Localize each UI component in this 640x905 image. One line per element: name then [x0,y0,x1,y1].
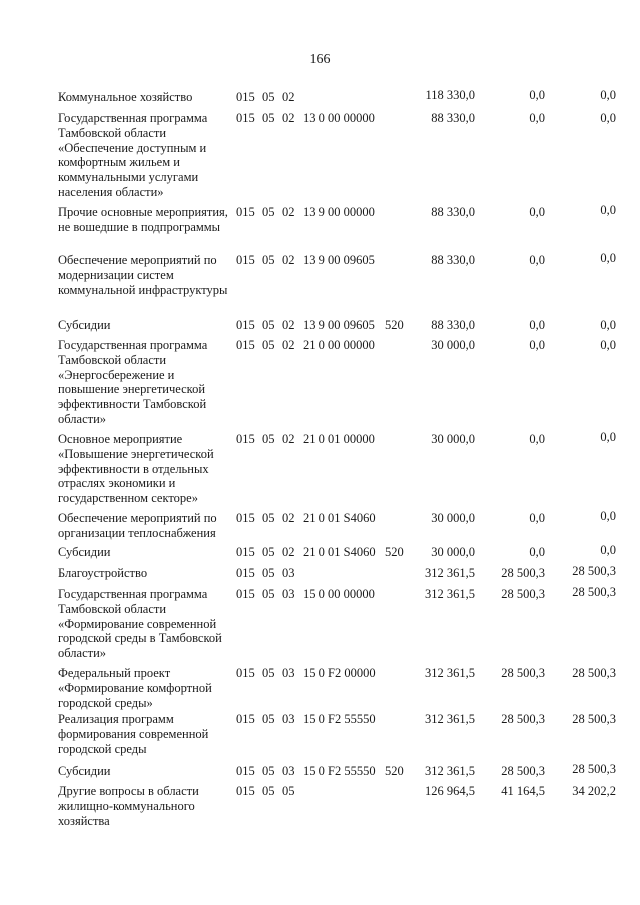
section-code: 05 [262,545,275,559]
target-article-code: 13 9 00 00000 [303,205,375,219]
row-name: Субсидии [58,318,111,332]
row-name: Субсидии [58,764,111,778]
subsection-code: 02 [282,253,295,267]
target-article-code: 15 0 F2 55550 [303,764,376,778]
subsection-code: 02 [282,318,295,332]
target-article-code: 21 0 01 S4060 [303,511,376,525]
ved-code: 015 [236,253,255,267]
subsection-code: 02 [282,111,295,125]
section-code: 05 [262,666,275,680]
row-name: Реализация программ формирования современной городской среды [58,712,209,756]
amount-year-3: 28 500,3 [572,712,616,726]
ved-code: 015 [236,318,255,332]
amount-year-3: 0,0 [600,251,616,265]
row-name: Коммунальное хозяйство [58,90,193,104]
amount-year-2: 0,0 [529,432,545,446]
subsection-code: 02 [282,338,295,352]
amount-year-2: 28 500,3 [501,666,545,680]
amount-year-2: 0,0 [529,338,545,352]
amount-year-1: 312 361,5 [425,587,475,601]
amount-year-1: 312 361,5 [425,666,475,680]
row-name: Другие вопросы в области жилищно-коммунального хозяйства [58,784,199,828]
target-article-code: 13 0 00 00000 [303,111,375,125]
amount-year-2: 28 500,3 [501,764,545,778]
ved-code: 015 [236,90,255,104]
ved-code: 015 [236,545,255,559]
ved-code: 015 [236,111,255,125]
amount-year-1: 88 330,0 [431,111,475,125]
ved-code: 015 [236,764,255,778]
amount-year-3: 0,0 [600,318,616,332]
row-name: Субсидии [58,545,111,559]
section-code: 05 [262,318,275,332]
ved-code: 015 [236,784,255,798]
amount-year-1: 118 330,0 [425,88,475,102]
subsection-code: 05 [282,784,295,798]
amount-year-2: 0,0 [529,318,545,332]
target-article-code: 21 0 01 00000 [303,432,375,446]
target-article-code: 15 0 F2 55550 [303,712,376,726]
ved-code: 015 [236,587,255,601]
target-article-code: 21 0 00 00000 [303,338,375,352]
subsection-code: 02 [282,90,295,104]
section-code: 05 [262,432,275,446]
row-name: Обеспечение мероприятий по организации теплоснабжения [58,511,217,540]
page-number: 166 [309,52,331,67]
subsection-code: 03 [282,764,295,778]
amount-year-3: 34 202,2 [572,784,616,798]
amount-year-3: 0,0 [600,88,616,102]
amount-year-3: 0,0 [600,203,616,217]
amount-year-3: 28 500,3 [572,585,616,599]
expense-type-code: 520 [385,318,404,332]
row-name: Обеспечение мероприятий по модернизации систем коммунальной инфраструктуры [58,253,228,297]
ved-code: 015 [236,432,255,446]
target-article-code: 15 0 00 00000 [303,587,375,601]
amount-year-1: 88 330,0 [431,318,475,332]
section-code: 05 [262,253,275,267]
ved-code: 015 [236,338,255,352]
subsection-code: 02 [282,545,295,559]
section-code: 05 [262,90,275,104]
subsection-code: 02 [282,432,295,446]
amount-year-2: 0,0 [529,253,545,267]
section-code: 05 [262,587,275,601]
amount-year-1: 88 330,0 [431,253,475,267]
subsection-code: 03 [282,566,295,580]
amount-year-2: 0,0 [529,545,545,559]
amount-year-3: 0,0 [600,338,616,352]
section-code: 05 [262,111,275,125]
amount-year-2: 41 164,5 [501,784,545,798]
row-name: Федеральный проект «Формирование комфортной городской среды» [58,666,212,710]
amount-year-2: 0,0 [529,111,545,125]
section-code: 05 [262,338,275,352]
row-name: Основное мероприятие «Повышение энергетической эффективности в отдельных отраслях экономики и государственном секторе» [58,432,214,506]
row-name: Государственная программа Тамбовской области «Обеспечение доступным и комфортным жильем и коммунальными услугами населения области» [58,111,208,199]
amount-year-3: 28 500,3 [572,666,616,680]
target-article-code: 21 0 01 S4060 [303,545,376,559]
section-code: 05 [262,566,275,580]
expense-type-code: 520 [385,764,404,778]
ved-code: 015 [236,205,255,219]
amount-year-1: 312 361,5 [425,566,475,580]
amount-year-3: 28 500,3 [572,564,616,578]
amount-year-1: 126 964,5 [425,784,475,798]
target-article-code: 15 0 F2 00000 [303,666,376,680]
section-code: 05 [262,511,275,525]
amount-year-3: 0,0 [600,543,616,557]
row-name: Государственная программа Тамбовской области «Формирование современной городской среды в Тамбовской области» [58,587,222,661]
expense-type-code: 520 [385,545,404,559]
amount-year-1: 312 361,5 [425,764,475,778]
amount-year-2: 28 500,3 [501,712,545,726]
ved-code: 015 [236,566,255,580]
row-name: Прочие основные мероприятия, не вошедшие в подпрограммы [58,205,228,234]
amount-year-1: 30 000,0 [431,511,475,525]
row-name: Благоустройство [58,566,148,580]
amount-year-2: 28 500,3 [501,587,545,601]
subsection-code: 02 [282,205,295,219]
ved-code: 015 [236,712,255,726]
amount-year-3: 28 500,3 [572,762,616,776]
amount-year-2: 28 500,3 [501,566,545,580]
amount-year-1: 30 000,0 [431,432,475,446]
amount-year-3: 0,0 [600,430,616,444]
amount-year-2: 0,0 [529,511,545,525]
subsection-code: 03 [282,712,295,726]
subsection-code: 03 [282,666,295,680]
ved-code: 015 [236,666,255,680]
amount-year-1: 88 330,0 [431,205,475,219]
amount-year-1: 30 000,0 [431,338,475,352]
subsection-code: 02 [282,511,295,525]
section-code: 05 [262,712,275,726]
amount-year-1: 312 361,5 [425,712,475,726]
amount-year-2: 0,0 [529,88,545,102]
target-article-code: 13 9 00 09605 [303,318,375,332]
section-code: 05 [262,784,275,798]
amount-year-2: 0,0 [529,205,545,219]
amount-year-3: 0,0 [600,111,616,125]
amount-year-1: 30 000,0 [431,545,475,559]
section-code: 05 [262,205,275,219]
ved-code: 015 [236,511,255,525]
target-article-code: 13 9 00 09605 [303,253,375,267]
section-code: 05 [262,764,275,778]
subsection-code: 03 [282,587,295,601]
amount-year-3: 0,0 [600,509,616,523]
row-name: Государственная программа Тамбовской области «Энергосбережение и повышение энергетической эффективности Тамбовской области» [58,338,208,426]
